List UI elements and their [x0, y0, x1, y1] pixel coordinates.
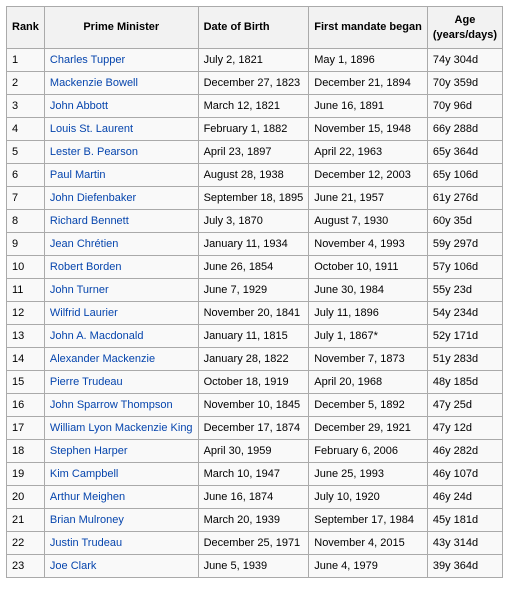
header-age-line1: Age: [454, 13, 476, 26]
table-container: [6, 6, 503, 578]
first-mandate-cell: April 20, 1968: [309, 371, 428, 394]
prime-minister-link[interactable]: John Turner: [44, 279, 198, 302]
rank-cell: 16: [7, 394, 45, 417]
prime-minister-link[interactable]: Stephen Harper: [44, 440, 198, 463]
date-of-birth-cell: January 28, 1822: [198, 348, 309, 371]
first-mandate-cell: December 12, 2003: [309, 164, 428, 187]
age-cell: 74y 304d: [427, 49, 502, 72]
header-row: [7, 7, 503, 49]
age-cell: 47y 12d: [427, 417, 502, 440]
date-of-birth-cell: December 17, 1874: [198, 417, 309, 440]
first-mandate-cell: December 21, 1894: [309, 72, 428, 95]
age-cell: 51y 283d: [427, 348, 502, 371]
first-mandate-cell: July 11, 1896: [309, 302, 428, 325]
header-age[interactable]: [427, 7, 502, 49]
table-row: [7, 348, 503, 371]
first-mandate-cell: October 10, 1911: [309, 256, 428, 279]
date-of-birth-cell: February 1, 1882: [198, 118, 309, 141]
table-row: [7, 210, 503, 233]
date-of-birth-cell: October 18, 1919: [198, 371, 309, 394]
rank-cell: 19: [7, 463, 45, 486]
prime-minister-link[interactable]: John Diefenbaker: [44, 187, 198, 210]
rank-cell: 13: [7, 325, 45, 348]
prime-minister-link[interactable]: William Lyon Mackenzie King: [44, 417, 198, 440]
table-row: [7, 164, 503, 187]
prime-ministers-age-table: [6, 6, 503, 578]
age-cell: 47y 25d: [427, 394, 502, 417]
date-of-birth-cell: March 20, 1939: [198, 509, 309, 532]
rank-cell: 11: [7, 279, 45, 302]
rank-cell: 4: [7, 118, 45, 141]
table-row: [7, 555, 503, 578]
table-row: [7, 49, 503, 72]
table-row: [7, 95, 503, 118]
first-mandate-cell: November 4, 2015: [309, 532, 428, 555]
prime-minister-link[interactable]: Lester B. Pearson: [44, 141, 198, 164]
date-of-birth-cell: March 12, 1821: [198, 95, 309, 118]
date-of-birth-cell: June 7, 1929: [198, 279, 309, 302]
age-cell: 60y 35d: [427, 210, 502, 233]
table-row: [7, 325, 503, 348]
age-cell: 46y 282d: [427, 440, 502, 463]
age-cell: 52y 171d: [427, 325, 502, 348]
header-rank[interactable]: Rank: [7, 7, 45, 49]
rank-cell: 15: [7, 371, 45, 394]
rank-cell: 12: [7, 302, 45, 325]
age-cell: 65y 364d: [427, 141, 502, 164]
rank-cell: 2: [7, 72, 45, 95]
prime-minister-link[interactable]: Joe Clark: [44, 555, 198, 578]
age-cell: 66y 288d: [427, 118, 502, 141]
age-cell: 70y 359d: [427, 72, 502, 95]
age-cell: 46y 24d: [427, 486, 502, 509]
first-mandate-cell: June 21, 1957: [309, 187, 428, 210]
prime-minister-link[interactable]: John A. Macdonald: [44, 325, 198, 348]
prime-minister-link[interactable]: Brian Mulroney: [44, 509, 198, 532]
rank-cell: 1: [7, 49, 45, 72]
first-mandate-cell: June 25, 1993: [309, 463, 428, 486]
prime-minister-link[interactable]: Louis St. Laurent: [44, 118, 198, 141]
prime-minister-link[interactable]: Charles Tupper: [44, 49, 198, 72]
date-of-birth-cell: September 18, 1895: [198, 187, 309, 210]
table-row: [7, 279, 503, 302]
table-row: [7, 233, 503, 256]
rank-cell: 9: [7, 233, 45, 256]
age-cell: 45y 181d: [427, 509, 502, 532]
age-cell: 70y 96d: [427, 95, 502, 118]
prime-minister-link[interactable]: Robert Borden: [44, 256, 198, 279]
table-row: [7, 72, 503, 95]
rank-cell: 17: [7, 417, 45, 440]
rank-cell: 6: [7, 164, 45, 187]
first-mandate-cell: August 7, 1930: [309, 210, 428, 233]
age-cell: 48y 185d: [427, 371, 502, 394]
prime-minister-link[interactable]: Arthur Meighen: [44, 486, 198, 509]
first-mandate-cell: September 17, 1984: [309, 509, 428, 532]
table-row: [7, 509, 503, 532]
header-prime-minister[interactable]: Prime Minister: [44, 7, 198, 49]
date-of-birth-cell: January 11, 1815: [198, 325, 309, 348]
first-mandate-cell: December 5, 1892: [309, 394, 428, 417]
date-of-birth-cell: December 27, 1823: [198, 72, 309, 95]
date-of-birth-cell: March 10, 1947: [198, 463, 309, 486]
prime-minister-link[interactable]: Pierre Trudeau: [44, 371, 198, 394]
age-cell: 57y 106d: [427, 256, 502, 279]
age-cell: 54y 234d: [427, 302, 502, 325]
first-mandate-cell: April 22, 1963: [309, 141, 428, 164]
table-row: [7, 118, 503, 141]
header-age-line2: (years/days): [432, 28, 498, 41]
rank-cell: 3: [7, 95, 45, 118]
table-row: [7, 463, 503, 486]
table-row: [7, 256, 503, 279]
date-of-birth-cell: June 26, 1854: [198, 256, 309, 279]
age-cell: 61y 276d: [427, 187, 502, 210]
first-mandate-cell: June 4, 1979: [309, 555, 428, 578]
rank-cell: 23: [7, 555, 45, 578]
date-of-birth-cell: July 3, 1870: [198, 210, 309, 233]
date-of-birth-cell: June 16, 1874: [198, 486, 309, 509]
table-row: [7, 417, 503, 440]
prime-minister-link[interactable]: Kim Campbell: [44, 463, 198, 486]
date-of-birth-cell: November 10, 1845: [198, 394, 309, 417]
prime-minister-link[interactable]: Mackenzie Bowell: [44, 72, 198, 95]
date-of-birth-cell: June 5, 1939: [198, 555, 309, 578]
first-mandate-cell: July 1, 1867*: [309, 325, 428, 348]
rank-cell: 7: [7, 187, 45, 210]
table-row: [7, 394, 503, 417]
table-row: [7, 302, 503, 325]
first-mandate-cell: February 6, 2006: [309, 440, 428, 463]
rank-cell: 8: [7, 210, 45, 233]
first-mandate-cell: November 4, 1993: [309, 233, 428, 256]
prime-minister-link[interactable]: Justin Trudeau: [44, 532, 198, 555]
age-cell: 65y 106d: [427, 164, 502, 187]
first-mandate-cell: June 30, 1984: [309, 279, 428, 302]
prime-minister-link[interactable]: John Abbott: [44, 95, 198, 118]
date-of-birth-cell: August 28, 1938: [198, 164, 309, 187]
table-row: [7, 141, 503, 164]
rank-cell: 20: [7, 486, 45, 509]
table-row: [7, 486, 503, 509]
table-row: [7, 371, 503, 394]
header-first-mandate[interactable]: First mandate began: [309, 7, 428, 49]
prime-minister-link[interactable]: Richard Bennett: [44, 210, 198, 233]
rank-cell: 18: [7, 440, 45, 463]
first-mandate-cell: November 15, 1948: [309, 118, 428, 141]
date-of-birth-cell: April 30, 1959: [198, 440, 309, 463]
header-date-of-birth[interactable]: Date of Birth: [198, 7, 309, 49]
prime-minister-link[interactable]: Wilfrid Laurier: [44, 302, 198, 325]
rank-cell: 14: [7, 348, 45, 371]
age-cell: 39y 364d: [427, 555, 502, 578]
age-cell: 55y 23d: [427, 279, 502, 302]
table-row: [7, 440, 503, 463]
table-row: [7, 532, 503, 555]
first-mandate-cell: June 16, 1891: [309, 95, 428, 118]
prime-minister-link[interactable]: John Sparrow Thompson: [44, 394, 198, 417]
rank-cell: 5: [7, 141, 45, 164]
date-of-birth-cell: January 11, 1934: [198, 233, 309, 256]
date-of-birth-cell: April 23, 1897: [198, 141, 309, 164]
first-mandate-cell: July 10, 1920: [309, 486, 428, 509]
rank-cell: 10: [7, 256, 45, 279]
prime-minister-link[interactable]: Alexander Mackenzie: [44, 348, 198, 371]
first-mandate-cell: November 7, 1873: [309, 348, 428, 371]
date-of-birth-cell: November 20, 1841: [198, 302, 309, 325]
prime-minister-link[interactable]: Paul Martin: [44, 164, 198, 187]
date-of-birth-cell: July 2, 1821: [198, 49, 309, 72]
first-mandate-cell: May 1, 1896: [309, 49, 428, 72]
age-cell: 46y 107d: [427, 463, 502, 486]
table-row: [7, 187, 503, 210]
first-mandate-cell: December 29, 1921: [309, 417, 428, 440]
age-cell: 43y 314d: [427, 532, 502, 555]
date-of-birth-cell: December 25, 1971: [198, 532, 309, 555]
age-cell: 59y 297d: [427, 233, 502, 256]
rank-cell: 22: [7, 532, 45, 555]
table-body: [7, 49, 503, 578]
prime-minister-link[interactable]: Jean Chrétien: [44, 233, 198, 256]
rank-cell: 21: [7, 509, 45, 532]
